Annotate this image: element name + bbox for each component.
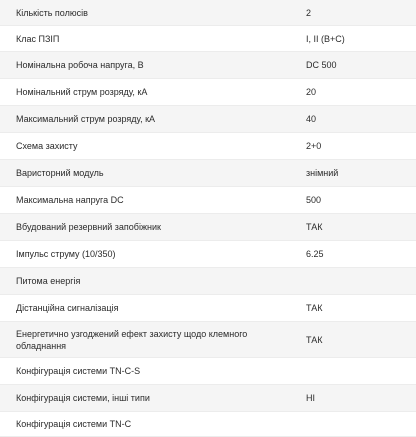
spec-name: Конфігурація системи TN-C	[0, 412, 300, 437]
spec-row-class	[0, 26, 416, 52]
spec-value	[300, 268, 416, 295]
spec-row-remote-signaling	[0, 295, 416, 322]
spec-value: 500	[300, 187, 416, 214]
spec-value: I, II (B+C)	[300, 26, 416, 52]
spec-name: Вбудований резервний запобіжник	[0, 214, 300, 241]
spec-row-tn-c	[0, 412, 416, 437]
spec-row-rated-voltage	[0, 52, 416, 79]
spec-name: Клас ПЗІП	[0, 26, 300, 52]
spec-row-impulse-current	[0, 241, 416, 268]
spec-name: Імпульс струму (10/350)	[0, 241, 300, 268]
spec-name: Номінальний струм розряду, кА	[0, 79, 300, 106]
spec-value: ТАК	[300, 214, 416, 241]
spec-name: Варисторний модуль	[0, 160, 300, 187]
spec-value: 20	[300, 79, 416, 106]
spec-value: ТАК	[300, 322, 416, 358]
spec-value: ТАК	[300, 295, 416, 322]
spec-row-max-current	[0, 106, 416, 133]
spec-name: Конфігурація системи, інші типи	[0, 385, 300, 412]
spec-value: 2	[300, 0, 416, 26]
spec-value: НІ	[300, 385, 416, 412]
spec-name: Дістанційна сигналізація	[0, 295, 300, 322]
spec-row-backup-fuse	[0, 214, 416, 241]
spec-name: Конфігурація системи TN-C-S	[0, 358, 300, 385]
spec-value: 6.25	[300, 241, 416, 268]
spec-row-nominal-current	[0, 79, 416, 106]
spec-row-max-dc-voltage	[0, 187, 416, 214]
spec-name: Енергетично узгоджений ефект захисту щодо клемного обладнання	[0, 322, 300, 358]
spec-value	[300, 412, 416, 437]
spec-name: Максимальний струм розряду, кА	[0, 106, 300, 133]
spec-value: 2+0	[300, 133, 416, 160]
spec-name: Схема захисту	[0, 133, 300, 160]
spec-row-poles	[0, 0, 416, 26]
spec-value: 40	[300, 106, 416, 133]
spec-row-specific-energy	[0, 268, 416, 295]
spec-value: DC 500	[300, 52, 416, 79]
spec-name: Кількість полюсів	[0, 0, 300, 26]
spec-value	[300, 358, 416, 385]
spec-row-other-systems	[0, 385, 416, 412]
spec-value: знімний	[300, 160, 416, 187]
spec-name: Питома енергія	[0, 268, 300, 295]
spec-row-tn-c-s	[0, 358, 416, 385]
spec-row-energy-coordination	[0, 322, 416, 358]
spec-name: Номінальна робоча напруга, В	[0, 52, 300, 79]
spec-name: Максимальна напруга DC	[0, 187, 300, 214]
spec-row-protection-scheme	[0, 133, 416, 160]
spec-row-varistor-module	[0, 160, 416, 187]
